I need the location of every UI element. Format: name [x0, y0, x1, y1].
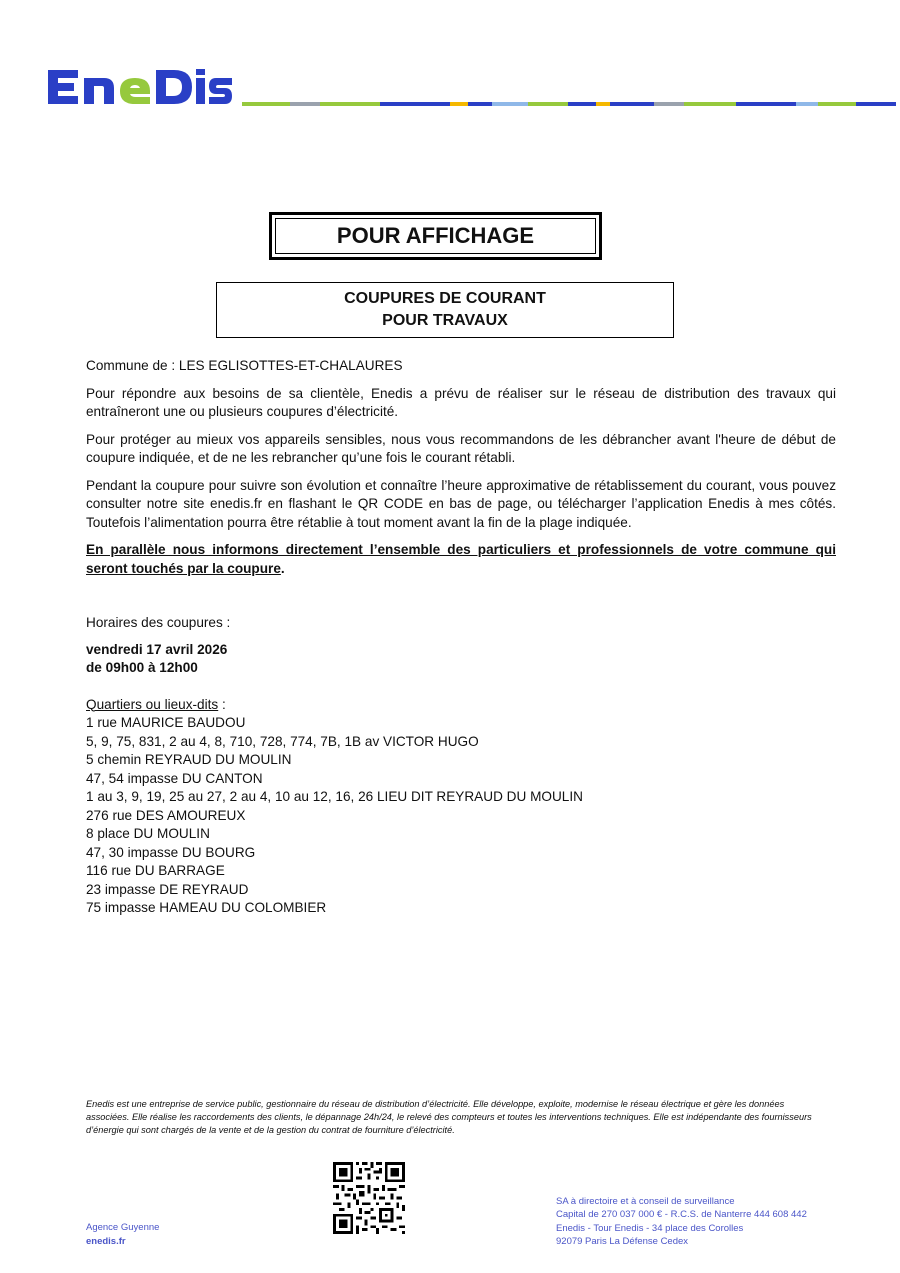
- header-color-stripe: [242, 102, 896, 106]
- quartiers-label: Quartiers ou lieux-dits: [86, 696, 219, 712]
- list-item: 23 impasse DE REYRAUD: [86, 881, 249, 897]
- information-notice-period: .: [280, 560, 285, 576]
- site-link[interactable]: enedis.fr: [86, 1235, 126, 1247]
- list-item: 47, 54 impasse DU CANTON: [86, 770, 263, 786]
- information-notice: [86, 541, 836, 578]
- legal-block: [556, 1195, 807, 1248]
- agence-block: [86, 1221, 159, 1248]
- coupure-date: vendredi 17 avril 2026: [86, 641, 228, 657]
- coupure-time: de 09h00 à 12h00: [86, 660, 198, 675]
- coupures-title-line1: COUPURES DE COURANT: [344, 290, 546, 307]
- list-item: 276 rue DES AMOUREUX: [86, 807, 246, 823]
- legal-line: Enedis - Tour Enedis - 34 place des Corolles: [556, 1222, 744, 1234]
- notice-body: [86, 357, 836, 918]
- list-item: 1 rue MAURICE BAUDOU: [86, 715, 246, 730]
- list-item: 1 au 3, 9, 19, 25 au 27, 2 au 4, 10 au 12, 16, 26 LIEU DIT REYRAUD DU MOULIN: [86, 789, 583, 804]
- legal-line: Capital de 270 037 000 € - R.C.S. de Nanterre 444 608 442: [556, 1209, 807, 1221]
- quartiers-heading: [86, 696, 836, 715]
- list-item: 5, 9, 75, 831, 2 au 4, 8, 710, 728, 774, 7B, 1B av VICTOR HUGO: [86, 733, 479, 749]
- agence-name: Agence Guyenne: [86, 1222, 160, 1233]
- quartiers-colon: :: [218, 696, 226, 712]
- qr-code-icon[interactable]: [333, 1162, 405, 1234]
- coupures-title-box: [216, 282, 674, 338]
- list-item: 47, 30 impasse DU BOURG: [86, 844, 256, 860]
- pour-affichage-label: POUR AFFICHAGE: [275, 218, 596, 254]
- paragraph-1: Pour répondre aux besoins de sa clientèle, Enedis a prévu de réaliser sur le réseau de distribution des travaux qui entraîneront une ou plusieurs coupures d’électricité.: [86, 385, 836, 419]
- list-item: 75 impasse HAMEAU DU COLOMBIER: [86, 900, 327, 915]
- paragraph-2: Pour protéger au mieux vos appareils sensibles, nous vous recommandons de les débrancher avant l'heure de début de coupure indiquée, et de ne les rebrancher qu’une fois le courant rétabli.: [86, 431, 836, 465]
- enedis-logo: [44, 64, 234, 110]
- paragraph-3: Pendant la coupure pour suivre son évolution et connaître l’heure approximative de rétablissement du courant, vous pouvez consulter notre site enedis.fr en flashant le QR CODE en bas de page, ou télécharger l’application Enedis à mes côtés. Toutefois l’alimentation pourra être rétablie à tout moment avant la fin de la plage indiquée.: [86, 477, 836, 530]
- pour-affichage-box: [269, 212, 602, 260]
- quartiers-list: [86, 714, 836, 918]
- list-item: 8 place DU MOULIN: [86, 826, 210, 841]
- list-item: 116 rue DU BARRAGE: [86, 863, 225, 878]
- horaires-label: Horaires des coupures :: [86, 615, 231, 630]
- coupures-title-line2: POUR TRAVAUX: [382, 312, 508, 329]
- legal-line: 92079 Paris La Défense Cedex: [556, 1235, 689, 1247]
- footer-disclaimer: Enedis est une entreprise de service public, gestionnaire du réseau de distribution d’électricité. Elle développe, exploite, modernise le réseau électrique et gère les données associées. Elle réalise les raccordements des clients, le dépannage 24h/24, le relevé des compteurs et toutes les interventions techniques. Elle est indépendante des fournisseurs d’énergie qui sont chargés de la vente et de la gestion du contrat de fourniture d’électricité.: [86, 1099, 812, 1135]
- legal-line: SA à directoire et à conseil de surveillance: [556, 1196, 735, 1207]
- information-notice-text: En parallèle nous informons directement l’ensemble des particuliers et professionnels de votre commune qui seront touchés par la coupure: [86, 542, 836, 576]
- commune-line: Commune de : LES EGLISOTTES-ET-CHALAURES: [86, 358, 403, 373]
- list-item: 5 chemin REYRAUD DU MOULIN: [86, 752, 292, 767]
